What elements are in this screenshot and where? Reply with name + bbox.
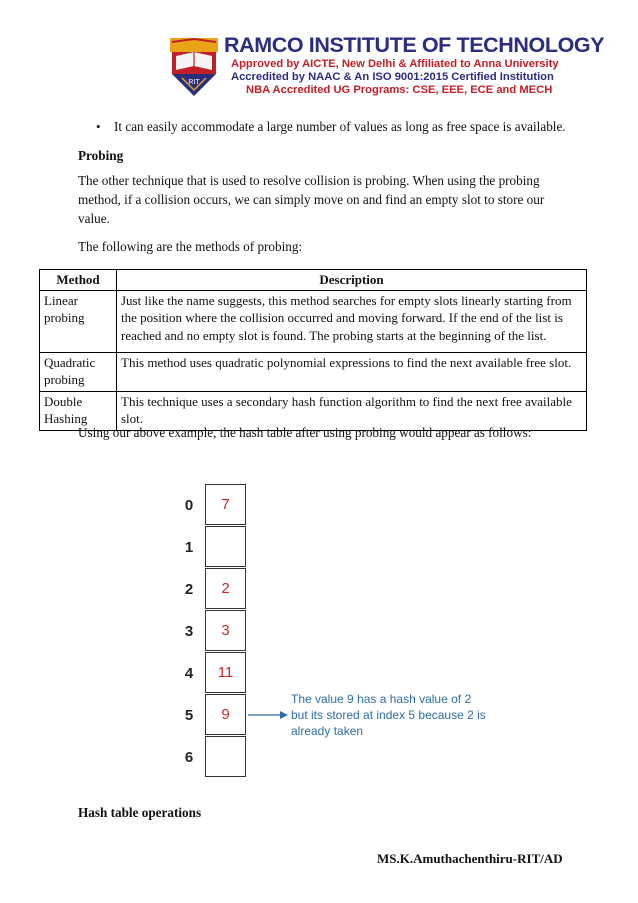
table-row	[40, 290, 587, 352]
accreditation-line: Accredited by NAAC & An ISO 9001:2015 Certified Institution	[231, 71, 554, 83]
probing-paragraph: The other technique that is used to resolve collision is probing. When using the probing method, if a collision occurs, we can simply move on and find an empty slot to store our value.	[78, 173, 545, 226]
page-footer: MS.K.Amuthachenthiru-RIT/AD	[377, 851, 563, 866]
probing-intro: The following are the methods of probing:	[78, 239, 303, 254]
hash-slot	[205, 484, 246, 525]
logo-text: RIT	[188, 79, 200, 86]
arrow-right-icon	[246, 709, 290, 721]
header-description: Description	[117, 270, 587, 291]
index-label: 2	[184, 581, 194, 598]
description-cell: Just like the name suggests, this method searches for empty slots linearly starting from the position where the collision occurred and moving forward. If the end of the list is reached and no empty slot is found. The probing starts at the beginning of the list.	[117, 290, 587, 352]
method-cell: Double Hashing	[40, 391, 117, 430]
bullet-item	[96, 117, 576, 136]
slot-value: 3	[221, 622, 230, 639]
nba-line: NBA Accredited UG Programs: CSE, EEE, ECE and MECH	[246, 84, 553, 96]
bullet-dot-icon: •	[96, 119, 101, 134]
hash-slot	[205, 694, 246, 735]
example-text: Using our above example, the hash table after using probing would appear as follows:	[78, 425, 532, 440]
bullet-text: It can easily accommodate a large number of values as long as free space is available.	[114, 119, 566, 134]
index-label: 1	[184, 539, 194, 556]
hash-slot	[205, 526, 246, 567]
method-cell: Quadratic probing	[40, 352, 117, 391]
slot-value: 9	[221, 706, 230, 723]
index-label: 3	[184, 623, 194, 640]
method-cell: Linear probing	[40, 290, 117, 352]
collision-note: The value 9 has a hash value of 2 but its stored at index 5 because 2 is already taken	[291, 692, 486, 738]
probing-methods-table	[39, 269, 587, 431]
table-header-row	[40, 270, 587, 291]
description-cell: This method uses quadratic polynomial expressions to find the next available free slot.	[117, 352, 587, 391]
hash-slot	[205, 736, 246, 777]
institute-logo	[168, 36, 220, 98]
slot-value: 11	[217, 664, 234, 681]
description-cell: This technique uses a secondary hash function algorithm to find the next free available slot.	[117, 391, 587, 430]
index-label: 4	[184, 665, 194, 682]
index-label: 6	[184, 749, 194, 766]
hash-slot	[205, 568, 246, 609]
hash-slot	[205, 610, 246, 651]
probing-heading: Probing	[78, 148, 124, 163]
header-method: Method	[40, 270, 117, 291]
index-label: 0	[184, 497, 194, 514]
hash-table-operations-heading: Hash table operations	[78, 805, 202, 820]
table-row	[40, 352, 587, 391]
slot-value: 7	[221, 496, 230, 513]
index-label: 5	[184, 707, 194, 724]
approval-line: Approved by AICTE, New Delhi & Affiliated to Anna University	[231, 58, 559, 70]
institute-name: RAMCO INSTITUTE OF TECHNOLOGY	[224, 33, 605, 57]
hash-slot	[205, 652, 246, 693]
slot-value: 2	[221, 580, 230, 597]
